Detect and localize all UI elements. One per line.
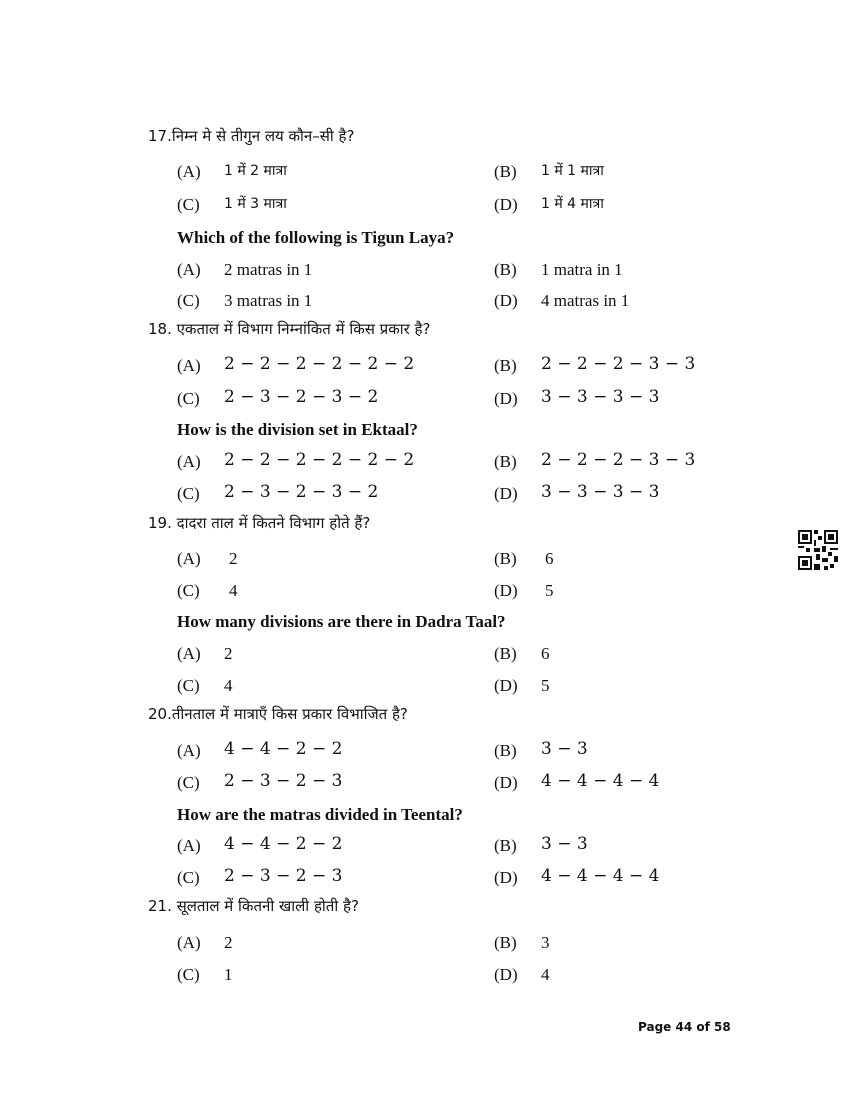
q17-hi-option-b: 1 में 1 मात्रा [541, 163, 604, 179]
q19-en-option-b: 6 [541, 644, 550, 663]
question-18-hindi: 18. एकताल में विभाग निम्नांकित में किस प्रकार है? [148, 320, 431, 338]
q18-en-option-c: 2 − 3 − 2 − 3 − 2 [224, 482, 379, 502]
question-20-hindi: 20.तीनताल में मात्राएँ किस प्रकार विभाजित है? [148, 705, 408, 723]
option-label-b: (B) [494, 836, 517, 855]
q17-hi-option-d: 1 में 4 मात्रा [541, 196, 604, 212]
question-19-hindi: 19. दादरा ताल में कितने विभाग होते हैं? [148, 514, 371, 532]
q20-en-option-d: 4 − 4 − 4 − 4 [541, 866, 660, 886]
question-20-english: How are the matras divided in Teental? [177, 805, 463, 824]
q19-en-option-d: 5 [541, 676, 550, 695]
option-label-c: (C) [177, 773, 200, 792]
q21-option-c: 1 [224, 965, 233, 984]
option-label-d: (D) [494, 773, 518, 792]
page-number: Page 44 of 58 [638, 1020, 731, 1034]
option-label-b: (B) [494, 644, 517, 663]
q17-en-option-c: 3 matras in 1 [224, 291, 313, 310]
q17-en-option-a: 2 matras in 1 [224, 260, 313, 279]
q18-en-option-a: 2 − 2 − 2 − 2 − 2 − 2 [224, 450, 415, 470]
option-label-b: (B) [494, 452, 517, 471]
option-label-b: (B) [494, 356, 517, 375]
option-label-d: (D) [494, 581, 518, 600]
option-label-a: (A) [177, 644, 201, 663]
option-label-d: (D) [494, 389, 518, 408]
q20-hi-option-b: 3 − 3 [541, 739, 588, 759]
q20-en-option-b: 3 − 3 [541, 834, 588, 854]
q19-hi-option-b: 6 [545, 549, 554, 568]
option-label-a: (A) [177, 356, 201, 375]
option-label-d: (D) [494, 484, 518, 503]
q17-en-option-b: 1 matra in 1 [541, 260, 623, 279]
option-label-b: (B) [494, 162, 517, 181]
option-label-c: (C) [177, 195, 200, 214]
option-label-b: (B) [494, 933, 517, 952]
q19-hi-option-d: 5 [545, 581, 554, 600]
q21-option-b: 3 [541, 933, 550, 952]
option-label-d: (D) [494, 195, 518, 214]
q20-hi-option-d: 4 − 4 − 4 − 4 [541, 771, 660, 791]
option-label-c: (C) [177, 291, 200, 310]
question-17-english: Which of the following is Tigun Laya? [177, 228, 455, 247]
option-label-a: (A) [177, 933, 201, 952]
option-label-b: (B) [494, 549, 517, 568]
q19-en-option-c: 4 [224, 676, 233, 695]
option-label-c: (C) [177, 676, 200, 695]
q20-hi-option-c: 2 − 3 − 2 − 3 [224, 771, 343, 791]
q20-en-option-a: 4 − 4 − 2 − 2 [224, 834, 343, 854]
option-label-a: (A) [177, 260, 201, 279]
question-17-hindi: 17.निम्न मे से तीगुन लय कौन–सी है? [148, 127, 355, 145]
q18-en-option-b: 2 − 2 − 2 − 3 − 3 [541, 450, 696, 470]
option-label-a: (A) [177, 549, 201, 568]
option-label-d: (D) [494, 676, 518, 695]
q18-hi-option-a: 2 − 2 − 2 − 2 − 2 − 2 [224, 354, 415, 374]
option-label-a: (A) [177, 741, 201, 760]
q18-hi-option-b: 2 − 2 − 2 − 3 − 3 [541, 354, 696, 374]
question-18-english: How is the division set in Ektaal? [177, 420, 418, 439]
option-label-b: (B) [494, 260, 517, 279]
q17-en-option-d: 4 matras in 1 [541, 291, 630, 310]
q19-hi-option-a: 2 [229, 549, 238, 568]
option-label-a: (A) [177, 836, 201, 855]
q21-option-a: 2 [224, 933, 233, 952]
option-label-a: (A) [177, 452, 201, 471]
question-21-hindi: 21. सूलताल में कितनी खाली होती है? [148, 897, 359, 915]
option-label-c: (C) [177, 484, 200, 503]
q17-hi-option-c: 1 में 3 मात्रा [224, 196, 287, 212]
q17-hi-option-a: 1 में 2 मात्रा [224, 163, 287, 179]
qr-code-icon [798, 530, 838, 570]
q18-en-option-d: 3 − 3 − 3 − 3 [541, 482, 660, 502]
option-label-a: (A) [177, 162, 201, 181]
option-label-c: (C) [177, 581, 200, 600]
option-label-c: (C) [177, 965, 200, 984]
option-label-d: (D) [494, 291, 518, 310]
option-label-d: (D) [494, 868, 518, 887]
option-label-d: (D) [494, 965, 518, 984]
q19-en-option-a: 2 [224, 644, 233, 663]
q18-hi-option-d: 3 − 3 − 3 − 3 [541, 387, 660, 407]
option-label-b: (B) [494, 741, 517, 760]
option-label-c: (C) [177, 389, 200, 408]
question-19-english: How many divisions are there in Dadra Taal? [177, 612, 506, 631]
option-label-c: (C) [177, 868, 200, 887]
q21-option-d: 4 [541, 965, 550, 984]
q18-hi-option-c: 2 − 3 − 2 − 3 − 2 [224, 387, 379, 407]
q20-hi-option-a: 4 − 4 − 2 − 2 [224, 739, 343, 759]
q20-en-option-c: 2 − 3 − 2 − 3 [224, 866, 343, 886]
q19-hi-option-c: 4 [229, 581, 238, 600]
